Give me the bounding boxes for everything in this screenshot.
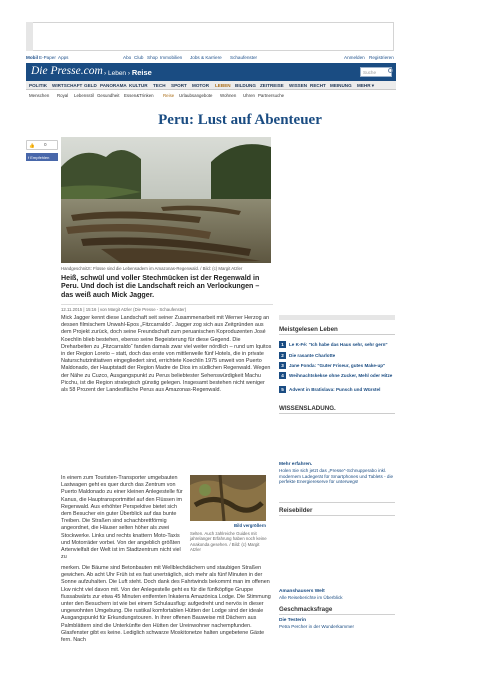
article-meta: 12.11.2015 | 15:16 | von Margit Atzler (Die Presse - Schaufenster) <box>61 304 273 312</box>
article-body-paragraph: In einem zum Touristen-Transporter umgebauten Lastwagen geht es quer durch das Zentrum von Puerto Maldonado zu einer kleinen Anlegestelle für Kanus, die Hauptransportmittel auf den Flüssen im Regenwald. Aus erhöhter Perspektive bietet sich dem Besucher ein guter Überblick auf das bunte Treiben. Die Straßen sind schachbrettförmig angeordnet, die Häuser selten höher als zwei Stockwerke. Links und rechts knattern Moto-Taxis und Motorräder vorbei. Von der angeblich größten Artenvielfalt der Welt ist im Stadtzentrum nicht viel zu <box>61 475 183 561</box>
wissensladung-title: WISSENSLADUNG. <box>279 405 336 412</box>
testerin-link[interactable]: Petra Percher in der Wunderkammer <box>279 624 354 629</box>
snake-image[interactable] <box>190 475 266 521</box>
util-schaufenster-link[interactable]: Schaufenster <box>230 55 258 60</box>
subnav-item[interactable]: Essen&Trinken <box>124 93 154 98</box>
article-body-paragraph: merken. Die Bäume sind Betonbauten mit Wellblechdächern und staubigen Straßen gewichen. Ab acht Uhr Früh ist es fast unerträglich, sich mehr als fünf Minuten in der Sonne aufzuhalten. Die Luft steht. Doch dank des Fahrtwinds bekommt man im offenen Lkw nicht viel davon mit. Von der Anlegestelle geht es für die fünfköpfige Gruppe flussabwärts zur etwa 45 Minuten entfernten Inkaterra Amazónica Lodge. Die Stimmung unter den Besuchern ist wie bei einem Schulausflug: aufgedreht und nervös in dieser ungewohnten Umgebung. Die rustikal komfortablen Hütten der Lodge sind der ideale Ausgangspunkt für Erkundungstouren. In ihrer offenen Bauweise mit Dächern aus Palmblättern sind die Unterkünfte den Hütten der Ureinwohner nachempfunden. Glasfenster gibt es keine. Lediglich schwarze Moskitonetze halten ungebetene Gäste fern. Nach <box>61 565 271 644</box>
divider <box>279 413 395 414</box>
util-epaper-link[interactable]: E-Paper <box>39 55 56 60</box>
subnav-item[interactable]: Urlaubsangebote <box>179 93 213 98</box>
ad-label-strip <box>26 22 33 51</box>
breadcrumb <box>104 68 152 77</box>
subnav-item-active[interactable]: Reise <box>163 93 175 98</box>
article-title: Peru: Lust auf Abenteuer <box>158 112 322 128</box>
nav-item[interactable]: TECH <box>153 83 166 88</box>
article-lead: Heiß, schwül und voller Stechmücken ist der Regenwald in Peru. Und doch ist die Landschaft reich an Verlockungen – das weiß auch Mick Jagger. <box>61 274 260 299</box>
rank-badge: 3 <box>279 362 286 369</box>
nav-item[interactable]: KULTUR <box>129 83 148 88</box>
hero-image-canoes <box>61 137 271 263</box>
most-read-item[interactable] <box>279 386 395 395</box>
most-read-link[interactable]: Weihnachtskekse ohne Zucker, Mehl oder Hitze <box>289 373 393 378</box>
rank-badge: 4 <box>279 372 286 379</box>
testerin-heading[interactable]: Die Testerin <box>279 618 307 623</box>
facebook-icon: f <box>28 155 31 160</box>
util-anmelden-link[interactable]: Anmelden <box>344 55 365 60</box>
subnav-item[interactable]: Uhren <box>243 93 255 98</box>
breadcrumb-leben[interactable]: › Leben › <box>104 70 131 77</box>
most-read-link[interactable]: Die rasante Charlotte <box>289 353 336 358</box>
masthead <box>26 63 396 81</box>
util-jobs-link[interactable]: Jobs & Karriere <box>190 55 222 60</box>
promo-text[interactable]: Holen Sie sich jetzt das „Presse“-Schnupperabo inkl. modernem Ladegerät für Smartphones und Tablets - die perfekte Energiereserve für unterwegs! <box>279 468 394 485</box>
nav-item[interactable]: WIRTSCHAFT <box>52 83 83 88</box>
nav-item[interactable]: RECHT <box>310 83 326 88</box>
subnav-item[interactable]: Royal <box>57 93 69 98</box>
most-read-title: Meistgelesen Leben <box>279 326 338 333</box>
sub-nav <box>26 91 396 100</box>
nav-item[interactable]: POLITIK <box>29 83 48 88</box>
divider <box>279 502 395 503</box>
divider <box>279 334 395 335</box>
promo-heading[interactable]: Mehr erfahren. <box>279 462 313 467</box>
most-read-link[interactable]: Advent in Bratislava: Punsch und Würstel <box>289 387 381 392</box>
most-read-item[interactable] <box>279 362 395 371</box>
subnav-item[interactable]: Partnersuche <box>258 93 285 98</box>
nav-item[interactable]: BILDUNG <box>235 83 256 88</box>
breadcrumb-reise[interactable]: Reise <box>131 68 152 77</box>
divider <box>279 515 395 516</box>
share-label: Empfehlen <box>30 155 50 160</box>
geschmacksfrage-title: Geschmacksfrage <box>279 606 333 613</box>
nav-item[interactable]: GELD <box>84 83 97 88</box>
article-body-paragraph: Mick Jagger kennt diese Landschaft seit seiner Zusammenarbeit mit Werner Herzog an dessen filmischem Unwahl-Epos „Fitzcarraldo“. Jagger zog sich aus Zeitgründen aus dem Projekt zurück, doch seine Freundschaft zum peruanischen Koproduzenten José Koechlin blieb bestehen, ebenso seine Begeisterung für diese Gegend. Die Dreharbeiten zu „Fitzcarraldo“ fanden damals zwar viel weiter nördlich – rund um Iquitos in der Region Loreto – statt, doch das erste von mittlerweile fünf Hotels, die in private Naturschutzinitiativen eingegliedert sind, errichtete Koechlin 1975 unweit von Puerto Maldonado, der Hauptstadt der Region Madre de Dios im südlichen Regenwald. Wegen der Nähe zu Cuzco, Ausgangspunkt zu Perus beliebtester Sehenswürdigkeit Machu Picchu, ist die Region strategisch günstig gelegen. Insgesamt bestehen nicht weniger als 58 Prozent der Landesfläche Perus aus Amazonas-Regenwald. <box>61 315 272 394</box>
most-read-item[interactable] <box>279 341 395 350</box>
nav-item[interactable]: PANORAMA <box>100 83 127 88</box>
snake-image-caption: Selten. Auch zahlreiche Guides mit jahrelanger Erfahrung haben noch keine Anakonda gesehen. / Bild: (c) Margit Atzler <box>190 531 267 553</box>
reisebilder-title: Reisebilder <box>279 507 313 514</box>
like-button[interactable] <box>26 140 58 150</box>
enlarge-image-link[interactable]: Bild vergrößern <box>234 523 266 528</box>
most-read-item[interactable] <box>279 352 395 361</box>
nav-item[interactable]: MEINUNG <box>330 83 352 88</box>
util-registrieren-link[interactable]: Registrieren <box>369 55 394 60</box>
site-logo[interactable]: Die Presse.com <box>31 65 103 77</box>
amanshauser-heading[interactable]: Amanshausers Welt <box>279 589 325 594</box>
hero-image <box>61 137 271 263</box>
subnav-item[interactable]: Lebensstil <box>74 93 94 98</box>
nav-item[interactable]: MOTOR <box>192 83 210 88</box>
main-nav <box>26 81 396 90</box>
most-read-link[interactable]: Le K-Fé: "Ich habe das Haus sehr, sehr gern" <box>289 342 388 347</box>
util-shop-link[interactable]: Shop <box>147 55 158 60</box>
most-read-link[interactable]: Jane Fonda: "Guter Friseur, gutes Make-up" <box>289 363 386 368</box>
utility-bar <box>26 55 396 63</box>
util-mobil-link[interactable]: Mobil <box>26 55 38 60</box>
util-abo-link[interactable]: Abo <box>123 55 132 60</box>
search-icon[interactable] <box>388 68 393 73</box>
nav-item[interactable]: ZEITREISE <box>260 83 284 88</box>
hero-caption: Handgeschnitzt: Flüsse sind die Lebensadern im Amazonas-Regenwald. / Bild: (c) Margit Atzler <box>61 266 243 271</box>
nav-item[interactable]: WISSEN <box>289 83 308 88</box>
ad-banner[interactable] <box>26 22 394 51</box>
sidebar-ad-tag <box>279 315 395 320</box>
amanshauser-link[interactable]: Alle Reiseberichte im Überblick <box>279 595 343 600</box>
most-read-item[interactable] <box>279 372 395 384</box>
divider <box>279 614 395 615</box>
nav-item[interactable]: SPORT <box>171 83 187 88</box>
nav-item-active[interactable]: LEBEN <box>215 83 231 88</box>
rank-badge: 1 <box>279 341 286 348</box>
util-immobilien-link[interactable]: Immobilien <box>160 55 183 60</box>
rank-badge: 2 <box>279 352 286 359</box>
subnav-item[interactable]: Wohnen <box>220 93 237 98</box>
rank-badge: 5 <box>279 386 286 393</box>
subnav-item[interactable]: Gesundheit <box>97 93 120 98</box>
snake-image-graphic <box>190 475 266 521</box>
facebook-share-button[interactable] <box>26 153 58 161</box>
util-club-link[interactable]: Club <box>134 55 144 60</box>
nav-item-more[interactable]: MEHR ▾ <box>357 83 375 88</box>
like-count: 0 <box>44 142 47 147</box>
util-apps-link[interactable]: Apps <box>58 55 69 60</box>
thumbs-up-icon: 👍 <box>29 143 35 148</box>
subnav-item[interactable]: Menschen <box>29 93 50 98</box>
search-input[interactable]: Suche <box>360 67 392 77</box>
